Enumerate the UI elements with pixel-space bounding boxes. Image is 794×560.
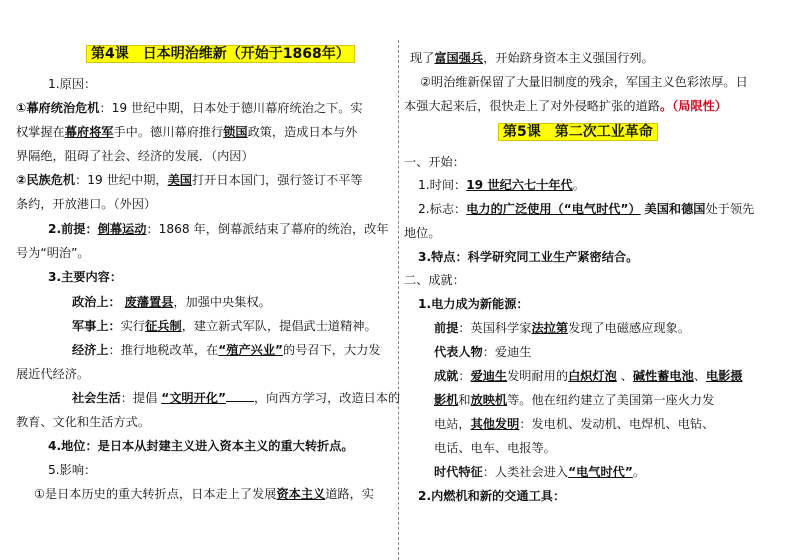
column-divider <box>398 40 399 560</box>
social-life-line2: 教育、文化和生活方式。 <box>16 415 151 429</box>
electricity-premise: 前提：英国科学家法拉第发现了电磁感应现象。 <box>434 321 690 335</box>
impact-2: ②明治维新保留了大量旧制度的残余，军国主义色彩浓厚。日 <box>420 75 748 89</box>
premise-line2: 号为“明治”。 <box>16 246 90 260</box>
combustion-heading: 2.内燃机和新的交通工具： <box>418 489 566 503</box>
cause-national-crisis-line2: 条约，开放港口。（外因） <box>16 197 157 211</box>
feature: 3.特点：科学研究同工业生产紧密结合。 <box>418 250 639 264</box>
cause-shogunate-line2: 权掌握在幕府将军手中。德川幕府推行锁国政策，造成日本与外 <box>16 125 358 139</box>
cause-shogunate: ①幕府统治危机：19 世纪中期，日本处于德川幕府统治之下。实 <box>16 101 363 115</box>
impact-2-line2: 本强大起来后，很快走上了对外侵略扩张的道路。（局限性） <box>404 99 727 113</box>
electricity-heading: 1.电力成为新能源： <box>418 297 529 311</box>
section-achievements: 二、成就： <box>404 273 465 287</box>
representative: 代表人物：爱迪生 <box>434 345 532 359</box>
social-life: 社会生活：提倡 “文明开化” ，向西方学习，改造日本的 <box>72 391 401 405</box>
achievements-line4: 电话、电车、电报等。 <box>434 441 556 455</box>
time: 1.时间：19 世纪六七十年代。 <box>418 178 585 192</box>
achievements-line2: 影机和放映机等。他在纽约建立了美国第一座火力发 <box>434 393 715 407</box>
lesson5-title: 第5课 第二次工业革命 <box>498 122 658 142</box>
achievements-line3: 电站，其他发明：发电机、发动机、电焊机、电钻、 <box>434 417 715 431</box>
impact-1: ①是日本历史的重大转折点，日本走上了发展资本主义道路，实 <box>34 487 374 501</box>
impact-1-cont: 现了富国强兵，开始跻身资本主义强国行列。 <box>410 51 654 65</box>
cause-national-crisis: ②民族危机：19 世纪中期，美国打开日本国门，强行签订不平等 <box>16 173 363 187</box>
politics: 政治上： 废藩置县，加强中央集权。 <box>72 295 271 309</box>
cause-heading: 1.原因： <box>48 77 97 91</box>
section-start: 一、开始： <box>404 155 465 169</box>
impact-heading: 5.影响： <box>48 463 97 477</box>
marker-line2: 地位。 <box>404 226 441 240</box>
lesson4-title: 第4课 日本明治维新（开始于1868年） <box>86 44 355 64</box>
premise: 2.前提：倒幕运动：1868 年，倒幕派结束了幕府的统治，改年 <box>48 222 389 236</box>
era-feature: 时代特征：人类社会进入“电气时代”。 <box>434 465 646 479</box>
marker: 2.标志：电力的广泛使用（“电气时代”） 美国和德国处于领先 <box>418 202 755 216</box>
economy-line2: 展近代经济。 <box>16 367 90 381</box>
achievements: 成就：爱迪生发明耐用的白炽灯泡 、碱性蓄电池、电影摄 <box>434 369 743 383</box>
economy: 经济上：推行地税改革，在“殖产兴业”的号召下，大力发 <box>72 343 381 357</box>
main-content-heading: 3.主要内容： <box>48 270 123 284</box>
status: 4.地位：是日本从封建主义进入资本主义的重大转折点。 <box>48 439 354 453</box>
cause-shogunate-line3: 界隔绝，阻碍了社会、经济的发展．（内因） <box>16 149 254 163</box>
military: 军事上：实行征兵制，建立新式军队，提倡武士道精神。 <box>72 319 377 333</box>
